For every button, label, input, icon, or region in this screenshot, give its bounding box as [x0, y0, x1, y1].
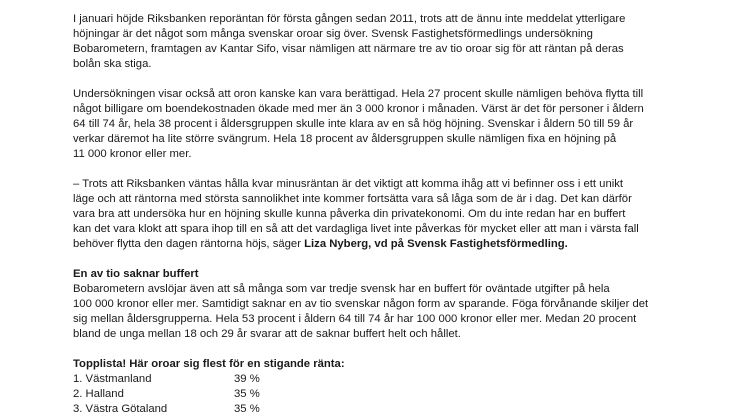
toplist-item	[73, 387, 673, 402]
paragraph-quote	[73, 177, 673, 252]
quote-text: – Trots att Riksbanken väntas hålla kvar minusräntan är det viktigt att komma ihåg att vi befinner oss i ett unikt läge och att räntorna med största sannolikhet inte kommer fortsätta vara så låga som de är i dag. Det kan därför vara bra att undersöka hur en höjning skulle kunna påverka din privatekonomi. Om du inte redan har en buffert kan det vara klokt att spara ihop till en så att det vardagliga livet inte påverkas för mycket eller att man i värsta fall behöver flytta den dagen räntorna höjs, säger	[73, 178, 639, 250]
section-heading-buffer: En av tio saknar buffert	[73, 268, 199, 280]
toplist-item-label: 1. Västmanland	[73, 373, 152, 385]
paragraph-buffer: Bobarometern avslöjar även att så många som var tredje svensk har en buffert för oväntade utgifter på hela 100 000 kronor eller mer. Samtidigt saknar en av tio svenskar någon form av sparande. Föga förvånande skiljer det sig mellan åldersgrupperna. Hela 53 procent i åldern 64 till 74 år har 100 000 kronor eller mer. Medan 20 procent bland de unga mellan 18 och 29 år svarar att de saknar buffert helt och hållet.	[73, 283, 649, 340]
toplist	[73, 372, 673, 417]
document-page	[73, 12, 673, 417]
toplist-item-label: 3. Västra Götaland	[73, 403, 168, 415]
quote-speaker: Liza Nyberg, vd på Svensk Fastighetsförmedling.	[304, 238, 568, 250]
toplist-item-label: 2. Halland	[73, 388, 124, 400]
toplist-item	[73, 402, 673, 417]
toplist-item-value: 39 %	[234, 373, 260, 385]
toplist-item	[73, 372, 673, 387]
toplist-item-value: 35 %	[234, 403, 260, 415]
paragraph-survey: Undersökningen visar också att oron kanske kan vara berättigad. Hela 27 procent skulle nämligen behöva flytta till något billigare om boendekostnaden ökade med mer än 3 000 kronor i månaden. Värst är det för personer i åldern 64 till 74 år, hela 38 procent i åldersgruppen skulle inte klara av en så hög höjning. Svenskar i åldern 50 till 59 år verkar däremot ha lite större svängrum. Hela 18 procent av åldersgruppen skulle nämligen fixa en höjning på 11 000 kronor eller mer.	[73, 88, 644, 160]
toplist-item-value: 35 %	[234, 388, 260, 400]
section-heading-toplist: Topplista! Här oroar sig flest för en stigande ränta:	[73, 358, 345, 370]
paragraph-intro: I januari höjde Riksbanken reporäntan för första gången sedan 2011, trots att de ännu inte meddelat ytterligare höjningar är det något som många svenskar oroar sig över. Svensk Fastighetsförmedlings undersökning Bobarometern, framtagen av Kantar Sifo, visar nämligen att närmare tre av tio oroar sig för att räntan på deras bolån ska stiga.	[73, 13, 626, 70]
